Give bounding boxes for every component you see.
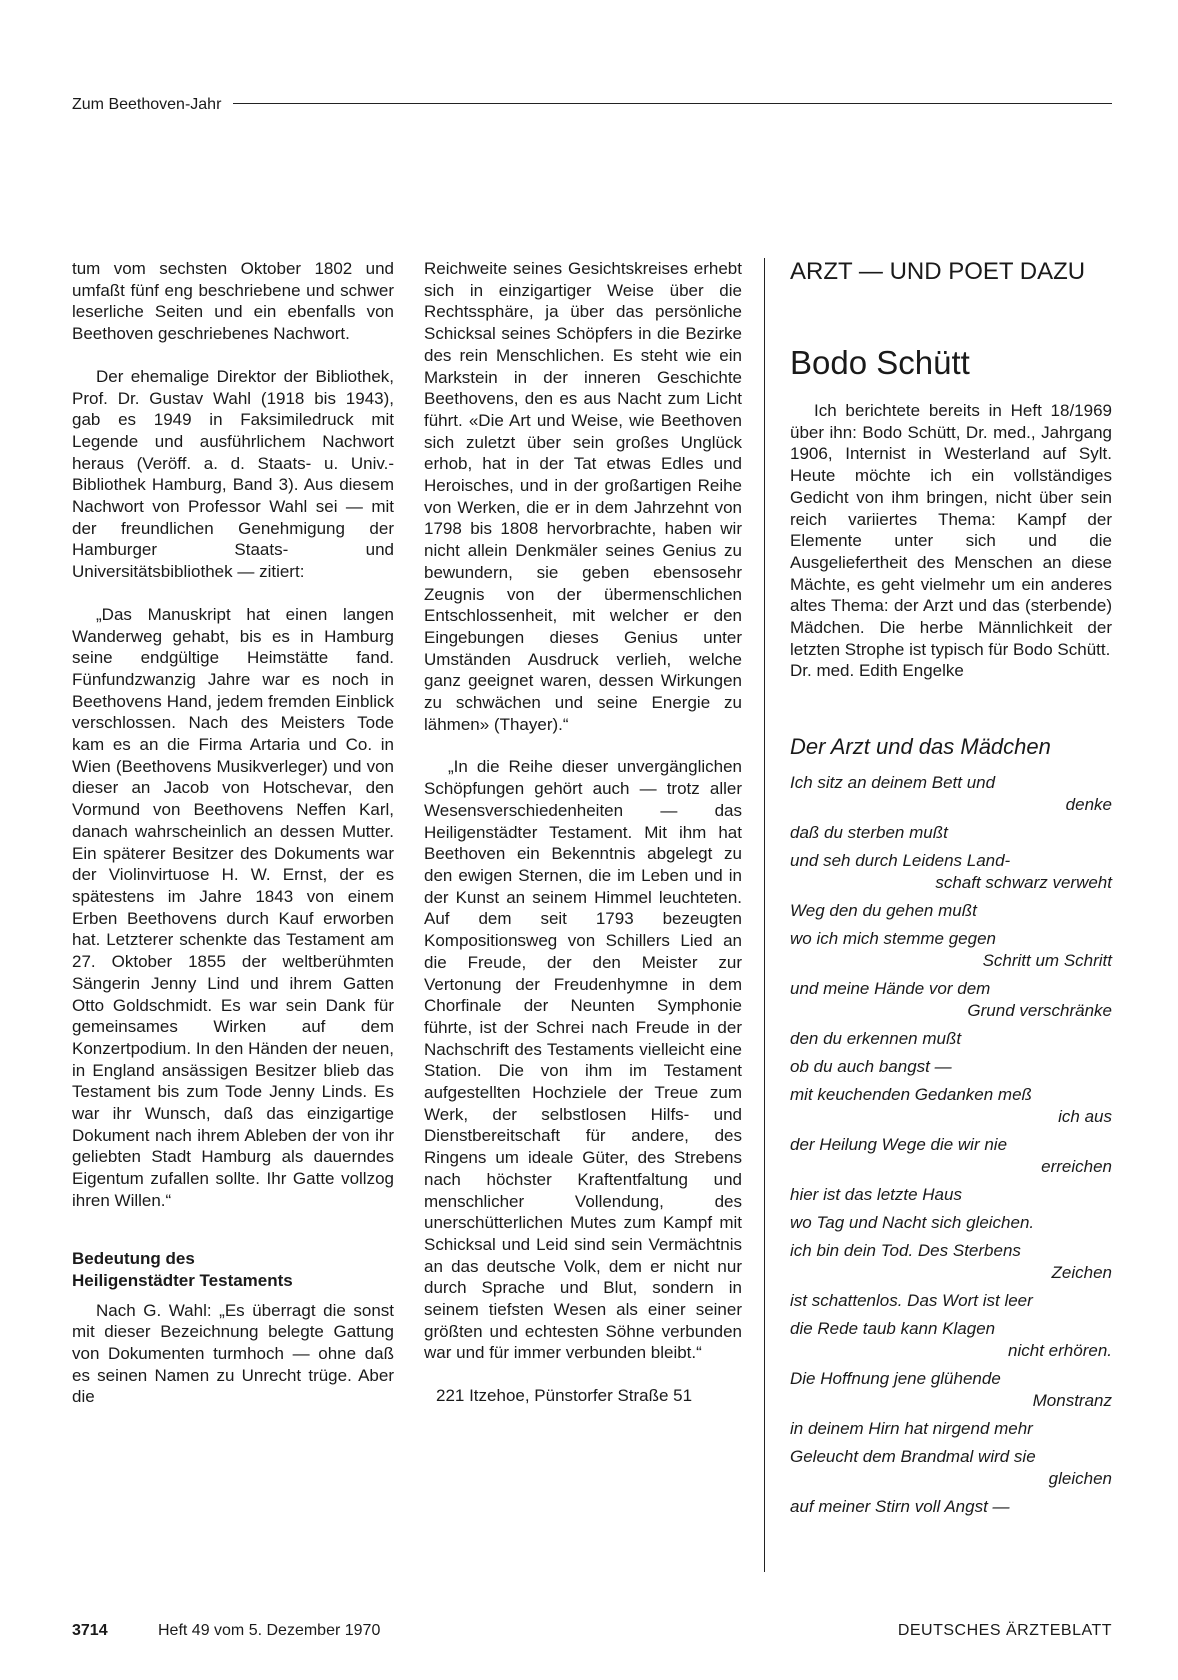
page-footer [72,1622,1112,1640]
poem-line [790,1134,1112,1178]
poem-line-text: Die Hoffnung jene glühende [790,1369,1001,1389]
subheading [72,1248,394,1292]
poem-line-text: den du erkennen mußt [790,1029,962,1049]
poem-line-continuation: Schritt um Schritt [982,951,1112,971]
poem-line-continuation: nicht erhören. [1008,1341,1112,1361]
poem-line [790,1418,1112,1440]
column-1 [72,258,394,1408]
subheading-line: Heiligenstädter Testaments [72,1270,293,1290]
page-number: 3714 [72,1622,108,1639]
poem-line [790,772,1112,816]
poem-title: Der Arzt und das Mädchen [790,734,1051,760]
poem-line-text: daß du sterben mußt [790,823,948,843]
rubric-title: ARZT — UND POET DAZU [790,258,1086,285]
signature: Dr. med. Edith Engelke [790,661,964,681]
poem-line-text: ob du auch bangst — [790,1057,952,1077]
poem-line-text: ich bin dein Tod. Des Sterbens [790,1241,1021,1261]
poem-line [790,1496,1112,1518]
poem-line-continuation: Monstranz [1032,1391,1112,1411]
poem-line [790,1368,1112,1412]
paragraph: tum vom sechsten Oktober 1802 und umfaßt fünf eng beschriebene und schwer leserliche Seiten und ein ebenfalls von Beethoven geschriebenes Nachwort. [72,259,394,344]
poem-line-text: wo Tag und Nacht sich gleichen. [790,1213,1035,1233]
running-header [72,96,1112,114]
poem-line [790,928,1112,972]
poem-line-continuation: Grund verschränke [967,1001,1112,1021]
poem-line [790,1290,1112,1312]
poem-line-continuation: ich aus [1058,1107,1112,1127]
poem-line-text: auf meiner Stirn voll Angst — [790,1497,1010,1517]
poem-line [790,978,1112,1022]
poem-line-text: Geleucht dem Brandmal wird sie [790,1447,1036,1467]
quote-paragraph: „Das Manuskript hat einen langen Wanderweg gehabt, bis es in Hamburg seine endgültige Heimstätte fand. Fünfundzwanzig Jahre war es noch in Beethovens Hand, jedem fremden Einblick verschlossen. Nach des Meisters Tode kam es an die Firma Artaria und Co. in Wien (Beethovens Musikverleger) und von dieser an Jacob von Hotschevar, den Vormund von Beethovens Neffen Karl, danach wahrscheinlich an dessen Mutter. Ein späterer Besitzer des Dokuments war der Violinvirtuose H. W. Ernst, der es spätestens im Jahre 1843 von einem Erben Beethovens durch Kauf erworben hat. Letzterer schenkte das Testament am 27. Oktober 1855 der weltberühmten Sängerin Jenny Lind und ihrem Gatten Otto Goldschmidt. Es war sein Dank für gemeinsames Wirken auf dem Konzertpodium. In den Händen der neuen, in England ansässigen Besitzer blieb das Testament bis zum Tode Jenny Linds. Es war ihr Wunsch, daß das einzigartige Dokument nach ihrem Ableben der von ihr geliebten Stadt Hamburg als dauerndes Eigentum zufallen sollte. Ihr Gatte vollzog ihren Willen.“ [72,604,394,1210]
poem-line [790,1028,1112,1050]
poem-line-text: Ich sitz an deinem Bett und [790,773,996,793]
poem-line-text: der Heilung Wege die wir nie [790,1135,1008,1155]
poem-line [790,1240,1112,1284]
poem-line-continuation: gleichen [1048,1469,1112,1489]
intro [790,400,1112,682]
poem-line [790,1318,1112,1362]
column-2 [424,258,742,1407]
author-address: 221 Itzehoe, Pünstorfer Straße 51 [436,1386,693,1406]
poem-line [790,1212,1112,1234]
poem-line [790,1446,1112,1490]
poet-name: Bodo Schütt [790,344,970,381]
paragraph: Reichweite seines Gesichtskreises erhebt sich in einzigartiger Weise über die Rechtssphäre, ja über das persönliche Schicksal seines Schöpfers in die Bezirke des rein Menschlichen. Es steht wie ein Markstein in der inneren Geschichte Beethovens, den es aus Nacht zum Licht führt. «Die Art und Weise, wie Beethoven sich zuletzt über sein großes Unglück erhob, hat in der Tat etwas Edles und Heroisches, und in der großartigen Reihe von Werken, die er in dem Jahrzehnt von 1798 bis 1808 hervorbrachte, haben wir nicht allein Denkmäler seines Genius zu bewundern, sie geben ebensosehr Zeugnis von der übermenschlichen Entschlossenheit, mit welcher er den Eingebungen dieses Genius unter Umständen Ausdruck verlieh, welche ganz geeignet waren, dessen Wirkungen zu schwächen und seine Energie zu lähmen» (Thayer).“ [424,259,742,734]
poem-line-text: und meine Hände vor dem [790,979,991,999]
poem-line-continuation: schaft schwarz verweht [935,873,1112,893]
paragraph: Der ehemalige Direktor der Bibliothek, Prof. Dr. Gustav Wahl (1918 bis 1943), gab es 1949 in Faksimiledruck mit Legende und ausführlichem Nachwort heraus (Veröff. a. d. Staats- u. Univ.-Bibliothek Hamburg, Band 3). Aus diesem Nachwort von Professor Wahl sei — mit der freundlichen Genehmigung der Hamburger Staats- und Universitätsbibliothek — zitiert: [72,366,394,582]
poem-line [790,900,1112,922]
journal-name: DEUTSCHES ÄRZTEBLATT [897,1622,1112,1639]
subheading-line: Bedeutung des [72,1248,195,1268]
poem-line-text: hier ist das letzte Haus [790,1185,962,1205]
poem-line [790,1084,1112,1128]
poem [790,772,1112,1518]
column-3 [790,258,1112,1524]
quote-paragraph: „In die Reihe dieser unvergänglichen Schöpfungen gehört auch — trotz aller Wesensverschiedenheiten — das Heiligenstädter Testament. Mit ihm hat Beethoven ein Bekenntnis abgelegt zu den ewigen Sternen, die im Leben und in der Kunst an seinem Himmel leuchteten. Auf dem seit 1793 bezeugten Kompositionsweg von Schillers Lied an die Freude, der den Meister zur Vertonung der Freudenhymne in dem Chorfinale der Neunten Symphonie führte, ist der Schrei nach Freude in der Nachschrift des Testaments vielleicht eine Station. Die von ihm im Testament aufgestellten Hochziele der Treue zum Werk, der selbstlosen Hilfs- und Dienstbereitschaft für andere, des Ringens um ideale Güter, des Strebens nach höchster Kraftentfaltung und menschlicher Vollendung, des unerschütterlichen Mutes zum Kampf mit Schicksal und Leid sind sein Vermächtnis an das deutsche Volk, dem er nicht nur durch Sprache und Blut, sondern in seinem tiefsten Wesen als einer seiner größten und echtesten Söhne verbunden war und für immer verbunden bleibt.“ [424,757,742,1363]
poem-line-text: und seh durch Leidens Land- [790,851,1011,871]
column-divider [764,258,765,1572]
poem-line [790,1056,1112,1078]
poem-line-text: ist schattenlos. Das Wort ist leer [790,1291,1033,1311]
poem-line-text: mit keuchenden Gedanken meß [790,1085,1032,1105]
intro-paragraph: Ich berichtete bereits in Heft 18/1969 über ihn: Bodo Schütt, Dr. med., Jahrgang 1906, Internist in Westerland auf Sylt. Heute möchte ich ein vollständiges Gedicht von ihm bringen, nicht über sein reich variiertes Thema: Kampf der Elemente unter sich und die Ausgeliefertheit des Menschen an diese Mächte, es geht vielmehr um ein anderes altes Thema: der Arzt und das (sterbende) Mädchen. Die herbe Männlichkeit der letzten Strophe ist typisch für Bodo Schütt. [790,401,1112,659]
issue-info: Heft 49 vom 5. Dezember 1970 [158,1622,381,1639]
poem-line-text: Weg den du gehen mußt [790,901,977,921]
poem-line-continuation: erreichen [1041,1157,1112,1177]
poem-line-text: die Rede taub kann Klagen [790,1319,996,1339]
poem-line [790,850,1112,894]
poem-line [790,822,1112,844]
poem-line-text: wo ich mich stemme gegen [790,929,996,949]
poem-line [790,1184,1112,1206]
section-title: Zum Beethoven-Jahr [72,96,222,113]
poem-line-continuation: denke [1065,795,1112,815]
paragraph: Nach G. Wahl: „Es überragt die sonst mit dieser Bezeichnung belegte Gattung von Dokumenten turmhoch — ohne daß es seinen Namen zu Unrecht trüge. Aber die [72,1300,394,1407]
poem-line-continuation: Zeichen [1051,1263,1112,1283]
header-rule [233,103,1112,104]
poem-line-text: in deinem Hirn hat nirgend mehr [790,1419,1033,1439]
